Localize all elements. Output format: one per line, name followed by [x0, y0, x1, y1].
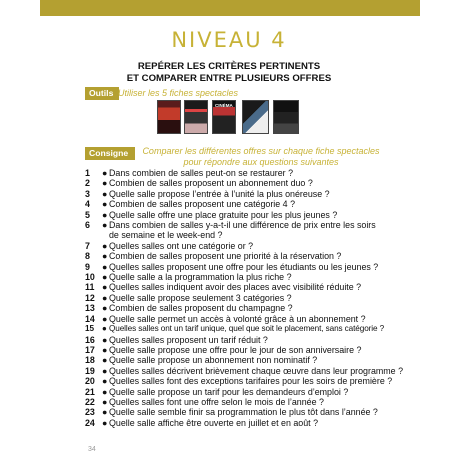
subtitle	[0, 61, 458, 85]
question-number: 4	[85, 199, 90, 210]
question-number	[85, 230, 102, 240]
bullet-icon: ●	[102, 417, 108, 428]
question-item	[85, 199, 435, 209]
question-item	[85, 324, 435, 334]
question-item	[85, 262, 435, 272]
question-text: Quelle salle propose une offre pour le jour de son anniversaire ?	[109, 344, 362, 355]
bullet-icon: ●	[102, 376, 108, 387]
question-text: Quelle salle permet un accès à volonté grâce à un abonnement ?	[109, 313, 366, 324]
subtitle-line-1: REPÉRER LES CRITÈRES PERTINENTS	[137, 61, 321, 72]
question-item	[85, 189, 435, 199]
question-text: Combien de salles proposent une priorité à la réservation ?	[109, 251, 342, 262]
question-text: Quelles salles ont une catégorie or ?	[109, 240, 254, 251]
question-number: 21	[85, 386, 95, 397]
question-text: Quelle salle affiche être ouverte en juillet et en août ?	[109, 417, 319, 428]
question-number: 24	[85, 417, 95, 428]
question-item	[85, 335, 435, 345]
question-item	[85, 345, 435, 355]
question-number: 6	[85, 220, 90, 231]
question-item	[85, 314, 435, 324]
question-item	[85, 387, 435, 397]
bullet-icon: ●	[102, 261, 108, 272]
question-number: 17	[85, 344, 95, 355]
thumbnail-label: CINÉMA	[215, 103, 233, 108]
bullet-icon: ●	[102, 220, 108, 231]
question-text: Quelle salle propose seulement 3 catégories ?	[109, 292, 292, 303]
question-number: 8	[85, 251, 90, 262]
question-number: 22	[85, 396, 95, 407]
bullet-icon: ●	[102, 272, 108, 283]
question-text: Dans combien de salles y-a-t-il une différence de prix entre les soirs	[109, 220, 376, 231]
page-number: 34	[88, 446, 96, 453]
question-item	[85, 282, 435, 292]
question-item	[85, 178, 435, 188]
spectacle-thumbnail-1	[157, 100, 181, 134]
question-item	[85, 210, 435, 220]
question-text: Quelles salles décrivent brièvement chaque œuvre dans leur programme ?	[109, 365, 404, 376]
question-item	[85, 220, 435, 230]
question-number: 16	[85, 334, 95, 345]
question-text: Quelle salle a la programmation la plus riche ?	[109, 272, 292, 283]
question-text: Quelle salle semble finir sa programmation le plus tôt dans l’année ?	[109, 407, 378, 418]
question-text: Quelles salles indiquent avoir des places avec visibilité réduite ?	[109, 282, 362, 293]
question-number: 3	[85, 188, 90, 199]
question-number: 13	[85, 303, 95, 314]
spectacle-thumbnail-2	[184, 100, 208, 134]
question-item	[85, 366, 435, 376]
question-text: Combien de salles proposent un abonnement duo ?	[109, 178, 313, 189]
outils-tag: Outils	[85, 87, 119, 100]
question-number: 14	[85, 313, 95, 324]
question-text: Quelles salles proposent un tarif réduit ?	[109, 334, 268, 345]
consigne-line-1: Comparer les différentes offres sur chaque fiche spectacles	[142, 146, 380, 156]
bullet-icon: ●	[102, 188, 108, 199]
bullet-icon: ●	[102, 386, 108, 397]
question-item	[85, 293, 435, 303]
bullet-icon: ●	[102, 178, 108, 189]
question-text: Quelle salle propose un abonnement non nominatif ?	[109, 355, 318, 366]
consigne-tag: Consigne	[85, 147, 135, 160]
question-text: Quelles salles ont un tarif unique, quel que soit le placement, sans catégorie ?	[109, 324, 385, 334]
bullet-icon: ●	[102, 240, 108, 251]
question-item	[85, 251, 435, 261]
question-text: Quelle salle propose un tarif pour les demandeurs d’emploi ?	[109, 386, 349, 397]
bullet-icon: ●	[102, 344, 108, 355]
question-number: 18	[85, 355, 95, 366]
outils-text: Utiliser les 5 fiches spectacles	[118, 88, 239, 98]
question-item	[85, 418, 435, 428]
bullet-icon	[102, 230, 109, 240]
bullet-icon: ●	[102, 209, 108, 220]
question-number: 19	[85, 365, 95, 376]
question-item	[85, 355, 435, 365]
question-number: 12	[85, 292, 95, 303]
consigne-line-2: pour répondre aux questions suivantes	[183, 156, 339, 167]
question-text: Quelle salle offre une place gratuite pour les plus jeunes ?	[109, 209, 338, 220]
question-item	[85, 230, 435, 240]
bullet-icon: ●	[102, 334, 108, 345]
question-text: Quelles salles font des exceptions tarifaires pour les soirs de première ?	[109, 376, 393, 387]
question-item	[85, 168, 435, 178]
question-item	[85, 407, 435, 417]
bullet-icon: ●	[102, 407, 108, 418]
question-list	[85, 168, 435, 428]
spectacle-thumbnail-4	[242, 100, 269, 134]
spectacle-thumbnail-3	[212, 100, 236, 134]
bullet-icon: ●	[102, 282, 108, 293]
top-accent-bar	[40, 0, 420, 16]
bullet-icon: ●	[102, 303, 108, 314]
question-item	[85, 303, 435, 313]
question-number: 11	[85, 282, 95, 293]
question-item	[85, 397, 435, 407]
question-text: Quelles salles font une offre selon le mois de l’année ?	[109, 396, 324, 407]
bullet-icon: ●	[102, 365, 108, 376]
question-number: 9	[85, 261, 90, 272]
level-title: NIVEAU 4	[171, 28, 287, 52]
question-number: 5	[85, 209, 90, 220]
question-number: 20	[85, 376, 95, 387]
question-item	[85, 376, 435, 386]
question-number: 7	[85, 240, 90, 251]
question-text: de semaine et le week-end ?	[109, 230, 223, 241]
question-number: 1	[85, 168, 90, 178]
question-text: Combien de salles proposent une catégorie 4 ?	[109, 199, 296, 210]
question-number: 23	[85, 407, 95, 418]
question-item	[85, 272, 435, 282]
bullet-icon: ●	[102, 324, 107, 334]
subtitle-line-2: ET COMPARER ENTRE PLUSIEURS OFFRES	[126, 73, 332, 84]
bullet-icon: ●	[102, 396, 108, 407]
bullet-icon: ●	[102, 251, 108, 262]
bullet-icon: ●	[102, 313, 108, 324]
bullet-icon: ●	[102, 292, 108, 303]
question-text: Combien de salles proposent du champagne ?	[109, 303, 293, 314]
question-text: Quelles salles proposent une offre pour les étudiants ou les jeunes ?	[109, 261, 379, 272]
question-number: 15	[85, 324, 94, 334]
question-text: Dans combien de salles peut-on se restaurer ?	[109, 168, 294, 178]
question-item	[85, 241, 435, 251]
spectacle-thumbnail-5	[273, 100, 299, 134]
question-number: 10	[85, 272, 95, 283]
question-text: Quelle salle propose l’entrée à l’unité la plus onéreuse ?	[109, 188, 330, 199]
bullet-icon: ●	[102, 199, 108, 210]
bullet-icon: ●	[102, 168, 108, 178]
question-number: 2	[85, 178, 90, 189]
consigne-text	[131, 146, 391, 167]
bullet-icon: ●	[102, 355, 108, 366]
